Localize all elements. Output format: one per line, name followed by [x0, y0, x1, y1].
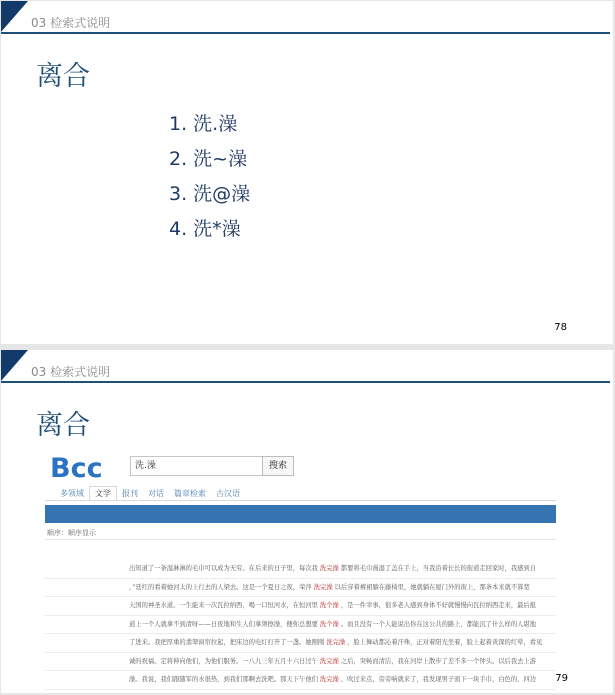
- slide-78: [1, 1, 613, 344]
- syntax-list: [169, 111, 250, 251]
- list-item: 2. 洗~澡: [169, 148, 248, 170]
- result-left: 出知道了一条湿淋淋的毛巾可以成为无穷。在后来的日子里，每次我: [129, 565, 320, 572]
- tab-literature[interactable]: 文学: [89, 486, 117, 501]
- header-rule: [1, 32, 610, 34]
- section-header: 03 检索式说明: [31, 365, 111, 379]
- tab-classical-chinese[interactable]: 古汉语: [216, 489, 240, 498]
- tab-newspaper[interactable]: 报刊: [122, 489, 138, 498]
- result-row: [45, 597, 556, 616]
- page-number: 78: [554, 322, 567, 333]
- section-header: 03 检索式说明: [31, 16, 111, 30]
- result-keyword: 洗个澡: [319, 620, 339, 628]
- header-triangle: [1, 1, 28, 32]
- result-keyword: 洗完澡: [313, 583, 333, 591]
- result-left: 了进来。我把厚重的翡翠窗帘拉起，把床边的电灯打开了一盏。她刚刚: [129, 639, 327, 646]
- result-left: ，”廷红的看着她河太的上行去的人梁去。这是一个夏日之夜，荣萍: [129, 583, 314, 591]
- result-right: 。而且没有一个人能说出你在这公共的路上，都能沉了什么样的人堪地: [338, 620, 537, 628]
- result-right: 之后，突畅而清洁，我在河岸上散步了差不多一个钟头。以后我去上游: [338, 657, 537, 665]
- result-row: [45, 616, 556, 635]
- result-right: 都要将毛巾漫湿了盖在手上，当我沿着长长的街道走回家时，我感到自: [338, 565, 537, 572]
- result-right: 以后穿着裤裙躺在藤椅里，她就躺在厦门外的街上，那条本来就不算宽: [332, 583, 530, 591]
- slide-79: [1, 350, 613, 693]
- tab-dialogue[interactable]: 对话: [148, 489, 164, 498]
- header-triangle: [1, 350, 28, 381]
- corpus-tabs: [55, 486, 245, 501]
- result-left: 澡。我说，我们跟随军的水很热，到我们那啊去洗吧。那天下午他们: [129, 676, 320, 683]
- list-item: 4. 洗*澡: [169, 218, 241, 240]
- bcc-screenshot: [45, 448, 556, 693]
- result-row: [45, 579, 556, 598]
- result-keyword: 洗完澡: [326, 639, 346, 646]
- slide-title: 离合: [36, 410, 90, 441]
- result-right: ，脸上舞动都沁着汗珠，正对着阳光坐着，脸上起着黄深的红晕，看见: [345, 639, 543, 646]
- header-rule: [1, 381, 610, 383]
- tab-discourse-search[interactable]: 篇章检索: [174, 489, 206, 498]
- result-row: [45, 634, 556, 653]
- list-item: 1. 洗.澡: [169, 113, 238, 135]
- tab-multi-domain[interactable]: 多领域: [60, 489, 84, 498]
- result-left: 诚的祝福。定将伸向他们，为他们服务。一八九三年五月十六日过午: [129, 657, 320, 665]
- result-left: 天国的神圣水道。一生能来一次瓦拉纳西，喝一口恒河水，在恒河里: [129, 602, 320, 609]
- slide-title: 离合: [36, 61, 90, 92]
- results-list: [45, 560, 556, 690]
- bcc-logo: [50, 453, 122, 481]
- result-keyword: 洗完澡: [319, 657, 339, 665]
- result-right: ，是一件幸事，很多老人感到身体不好就慢慢向瓦拉纳西走来，最后报: [338, 602, 537, 609]
- tab-divider: [45, 500, 556, 501]
- list-item: 3. 洗@澡: [169, 183, 251, 205]
- result-left: 道上一个人就拿不到清呀——日夜地和生人们拿须擦澡，便你总想要: [129, 620, 320, 628]
- result-row: [45, 560, 556, 579]
- search-input[interactable]: 洗.澡: [130, 456, 264, 476]
- result-keyword: 洗完澡: [319, 676, 339, 683]
- result-row: [45, 653, 556, 672]
- sort-label[interactable]: 顺序：顺序显示: [47, 529, 96, 537]
- result-keyword: 洗个澡: [319, 602, 339, 609]
- search-button[interactable]: 搜索: [262, 456, 294, 476]
- bcc-logo-text: Bcc: [50, 453, 103, 481]
- result-row: [45, 671, 556, 690]
- result-right: ，吹过来点，旁旁响就来了，我发现男子面下一块手巾，白色的，四边: [338, 676, 537, 683]
- result-toolbar: [45, 505, 556, 523]
- divider: [45, 539, 556, 540]
- result-keyword: 洗完澡: [319, 565, 339, 572]
- page-number: 79: [555, 673, 568, 684]
